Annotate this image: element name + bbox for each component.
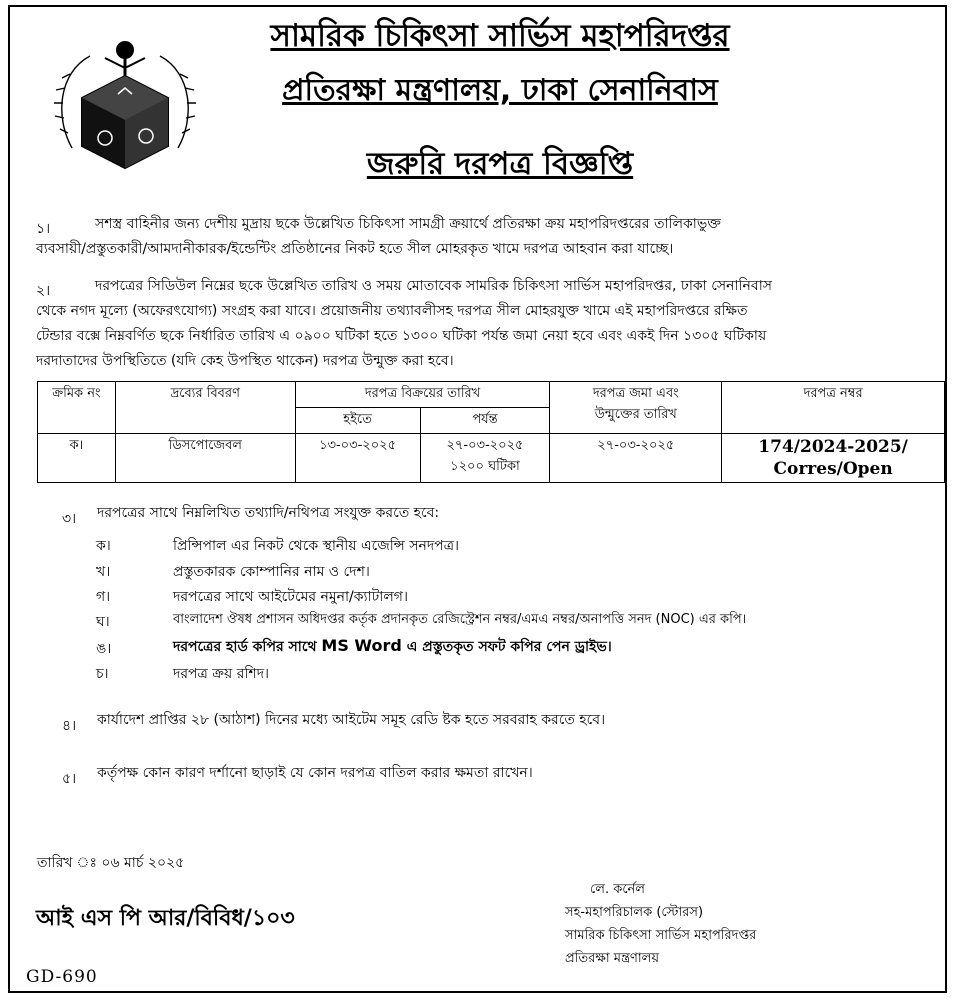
para2-line4: দরদাতাদের উপস্থিতিতে (যদি কেহ উপস্থিত থাকেন) দরপত্র উন্মুক্ত করা হবে। (36, 353, 454, 369)
para2-line2: থেকে নগদ মূল্যে (অফেরৎযোগ্য) সংগ্রহ করা যাবে। প্রয়োজনীয় তথ্যাবলীসহ দরপত্র সীল মোহরযুক্ত খামে এই মহাপরিদপ্তরে রক্ষিত (36, 303, 748, 319)
row-serial: ক। (38, 434, 116, 483)
org-name-heading: সামরিক চিকিৎসা সার্ভিস মহাপরিদপ্তর (270, 18, 730, 54)
signatory-block (565, 878, 757, 970)
col-item-header: দ্রব্যের বিবরণ (115, 382, 295, 434)
list-item-mark: ঘ। (96, 614, 110, 630)
date-line: তারিখ ঃ ০৬ মার্চ ২০২৫ (37, 855, 185, 871)
para1-number: ১। (36, 221, 51, 237)
submit-header-line2: উন্মুক্তের তারিখ (594, 407, 677, 422)
list-item-mark: খ। (96, 564, 111, 580)
signatory-designation: সহ-মহাপরিচালক (স্টোরস) (565, 905, 704, 920)
para2-line1: দরপত্রের সিডিউল নিম্নের ছকে উল্লেখিত তারিখ ও সময় মোতাবেক সামরিক চিকিৎসা সার্ভিস মহাপরিদপ্তর, ঢাকা সেনানিবাস (95, 278, 772, 294)
list-item: দরপত্র ক্রয় রশিদ। (173, 666, 270, 682)
para1-line1: সশস্ত্র বাহিনীর জন্য দেশীয় মুদ্রায় ছকে উল্লেখিত চিকিৎসা সামগ্রী ক্রয়ার্থে প্রতিরক্ষা ক্রয় মহাপরিদপ্তরের তালিকাভুক্ত (95, 216, 721, 232)
tender-no-line2: Corres/Open (773, 459, 893, 479)
row-submit-date: ২৭-০৩-২০২৫ (550, 434, 722, 483)
para2-line3: টেন্ডার বক্সে নিম্নবর্ণিত ছকে নির্ধারিত তারিখ এ ০৯০০ ঘটিকা হতে ১৩০০ ঘটিকা পর্যন্ত জমা নেয়া হবে এবং একই দিন ১৩০৫ ঘটিকায় (36, 328, 767, 344)
reference-number: আই এস পি আর/বিবিধ/১০৩ (36, 906, 295, 931)
ministry-heading: প্রতিরক্ষা মন্ত্রণালয়, ঢাকা সেনানিবাস (282, 73, 718, 108)
para4-text: কার্যাদেশ প্রাপ্তির ২৮ (আঠাশ) দিনের মধ্যে আইটেম সমূহ রেডি ষ্টক হতে সরবরাহ করতে হবে। (97, 712, 606, 728)
list-item-mark: চ। (96, 666, 109, 682)
list-item: দরপত্রের সাথে আইটেমের নমুনা/ক্যাটালগ। (173, 589, 408, 605)
para1-line2: ব্যবসায়ী/প্রস্তুতকারী/আমদানীকারক/ইন্ডেন্টিং প্রতিষ্ঠানের নিকট হতে সীল মোহরকৃত খামে দরপত্র আহবান করা যাচ্ছে। (36, 241, 674, 257)
col-serial-header: ক্রমিক নং (38, 382, 116, 434)
gd-code: GD-690 (26, 967, 98, 987)
row-tender-no (722, 434, 945, 483)
para5-text: কর্তৃপক্ষ কোন কারণ দর্শানো ছাড়াই যে কোন দরপত্র বাতিল করার ক্ষমতা রাখেন। (97, 765, 533, 781)
para2-number: ২। (36, 283, 51, 299)
signatory-org: সামরিক চিকিৎসা সার্ভিস মহাপরিদপ্তর (565, 928, 757, 943)
list-item: বাংলাদেশ ঔষধ প্রশাসন অধিদপ্তর কর্তৃক প্রদানকৃত রেজিস্ট্রেশন নম্বর/এমএ নম্বর/অনাপত্তি সনদ (NOC) এর কপি। (173, 612, 747, 627)
table-header-row (38, 382, 945, 408)
tender-no-line1: 174/2024-2025/ (758, 437, 908, 457)
para3-number: ৩। (62, 511, 77, 527)
para4-number: ৪। (62, 718, 77, 734)
list-item-mark: গ। (96, 589, 111, 605)
tender-table (37, 381, 945, 483)
notice-title: জরুরি দরপত্র বিজ্ঞপ্তি (366, 146, 634, 182)
col-tender-no-header: দরপত্র নম্বর (722, 382, 945, 434)
col-from-header: হইতে (295, 408, 420, 434)
list-item-text-a: দরপত্রের হার্ড কপির সাথে (173, 639, 317, 655)
emblem-logo (50, 28, 200, 178)
list-item (173, 635, 612, 659)
signatory-rank: লে. কর্নেল (590, 882, 645, 897)
col-submit-header (550, 382, 722, 434)
row-to-date: ২৭-০৩-২০২৫ (446, 438, 524, 453)
para3-intro: দরপত্রের সাথে নিম্নলিখিত তথ্যাদি/নথিপত্র সংযুক্ত করতে হবে: (97, 505, 440, 521)
submit-header-line1: দরপত্র জমা এবং (592, 386, 679, 401)
row-to-time: ১২০০ ঘটিকা (450, 459, 520, 474)
list-item: প্রস্তুতকারক কোম্পানির নাম ও দেশ। (173, 564, 370, 580)
list-item-mark: ঙ। (96, 641, 112, 657)
list-item-mark: ক। (96, 538, 111, 554)
row-from-date: ১৩-০৩-২০২৫ (295, 434, 420, 483)
row-item: ডিসপোজেবল (115, 434, 295, 483)
row-to (420, 434, 550, 483)
col-sale-date-header: দরপত্র বিক্রয়ের তারিখ (295, 382, 550, 408)
signatory-ministry: প্রতিরক্ষা মন্ত্রণালয় (565, 951, 659, 966)
para5-number: ৫। (62, 771, 77, 787)
list-item-text-b: এ প্রস্তুতকৃত সফট কপির পেন ড্রাইভ। (406, 639, 612, 655)
table-row (38, 434, 945, 483)
col-to-header: পর্যন্ত (420, 408, 550, 434)
ms-word-label: MS Word (321, 636, 402, 655)
list-item: প্রিন্সিপাল এর নিকট থেকে স্থানীয় এজেন্সি সনদপত্র। (173, 538, 459, 554)
